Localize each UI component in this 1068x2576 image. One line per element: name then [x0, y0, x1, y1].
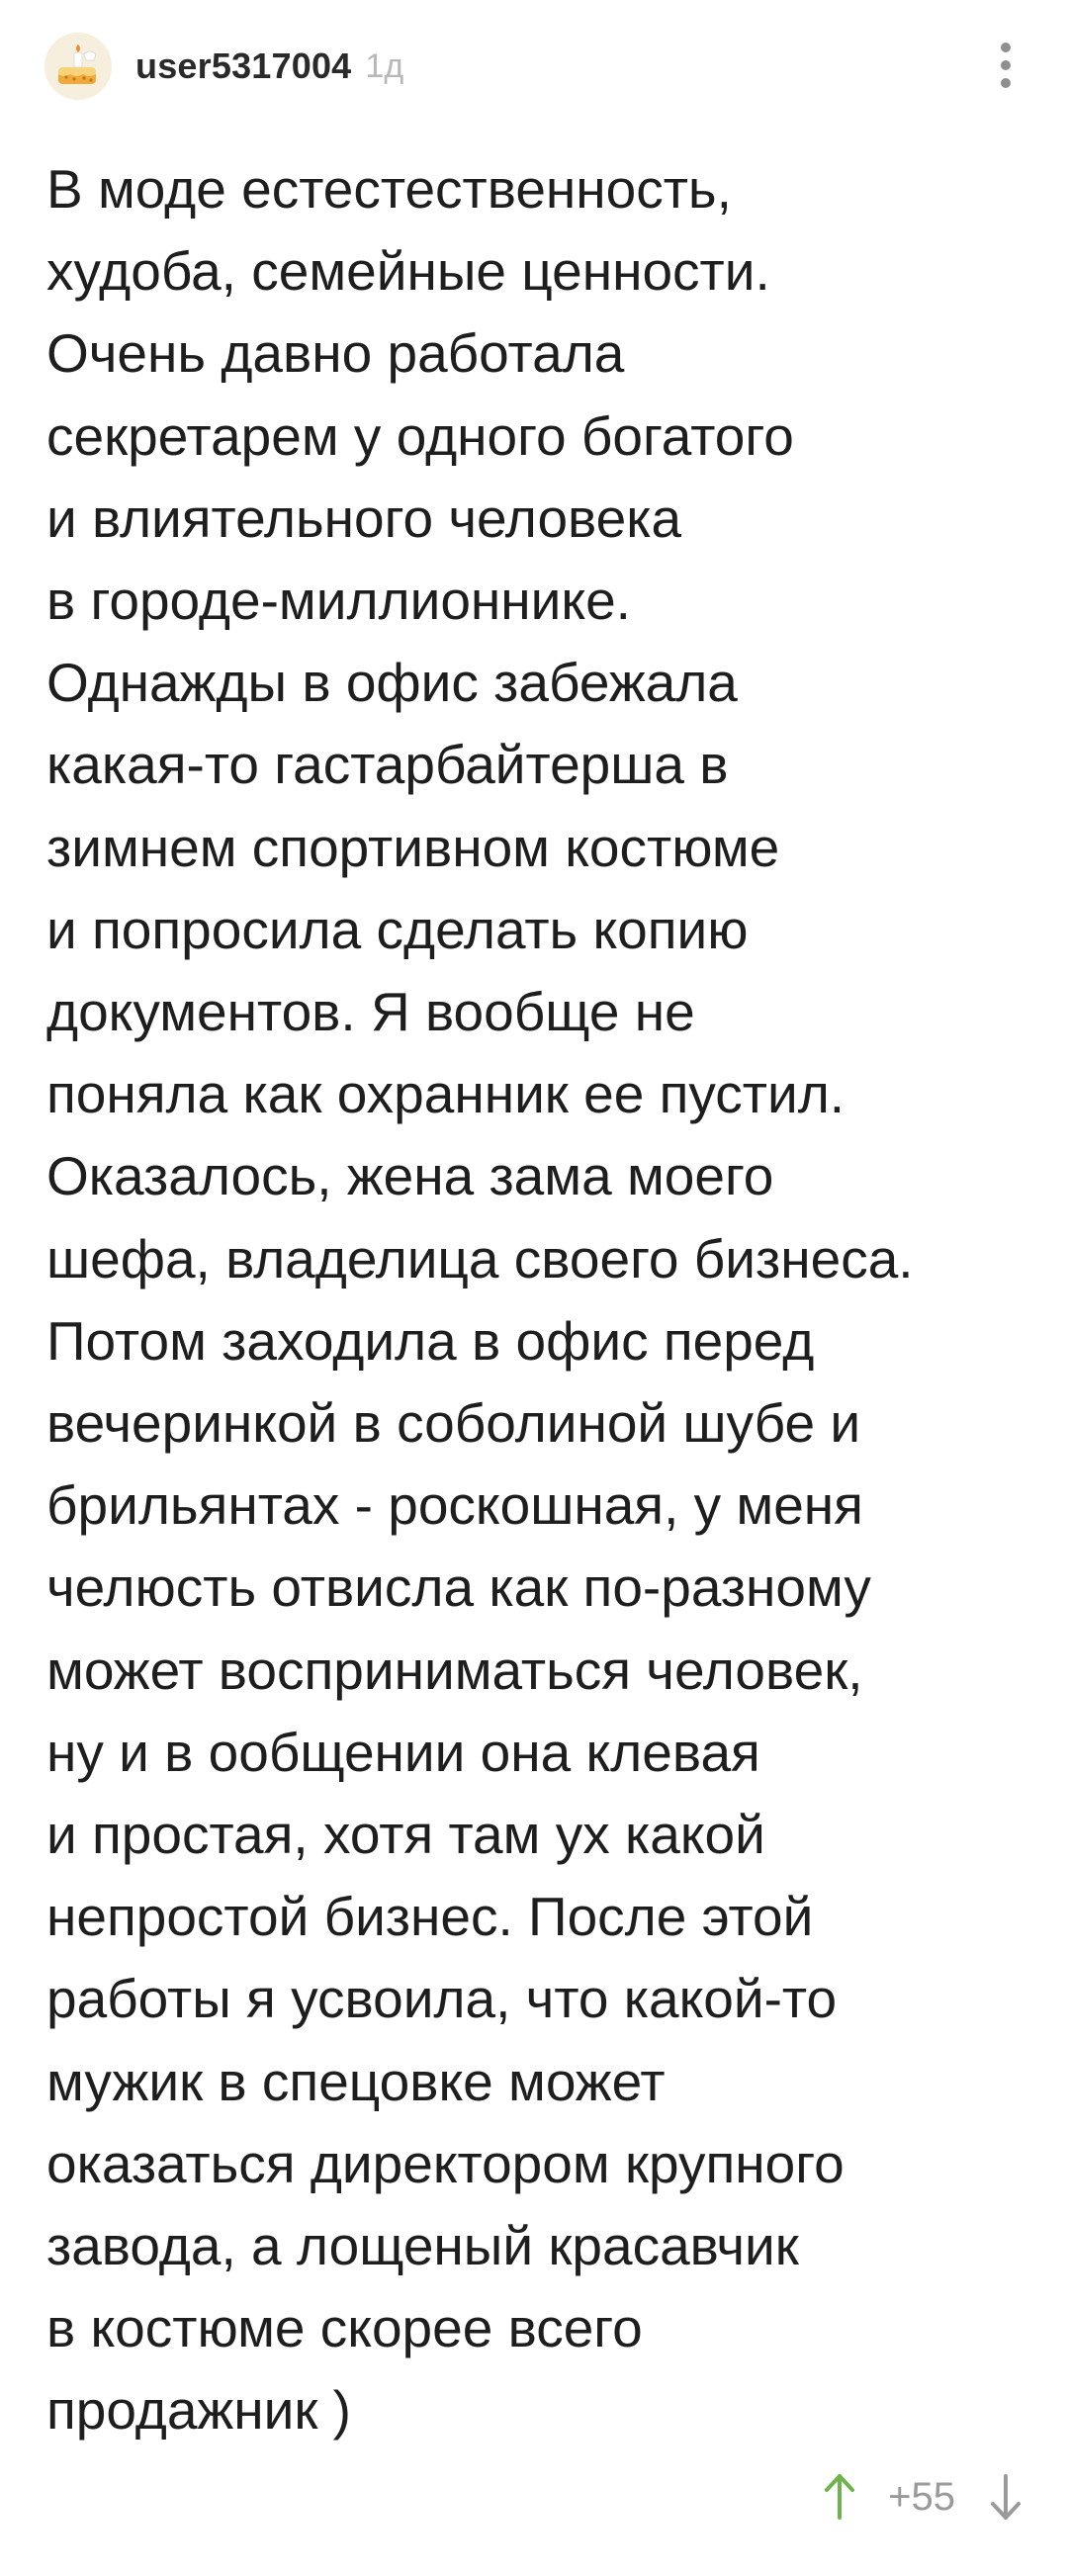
- comment-line: зимнем спортивном костюме: [46, 816, 780, 878]
- cake-avatar-icon[interactable]: [44, 33, 112, 100]
- comment-line: поняла как охранник ее пустил.: [46, 1063, 846, 1125]
- comment-line: мужик в спецовке может: [46, 2050, 666, 2112]
- arrow-down-icon[interactable]: [983, 2467, 1028, 2527]
- comment-line: Очень давно работала: [46, 322, 625, 385]
- more-vertical-icon[interactable]: [981, 36, 1030, 95]
- comment-line: шефа, владелица своего бизнеса.: [46, 1227, 914, 1289]
- comment-line: Однажды в офис забежала: [46, 652, 738, 714]
- menu-dot: [1001, 78, 1011, 88]
- comment-line: в городе-миллионнике.: [46, 570, 631, 632]
- comment-line: Оказалось, жена зама моего: [46, 1145, 774, 1207]
- comment-body: [46, 148, 1045, 2452]
- comment-line: какая-то гастарбайтерша в: [46, 734, 729, 796]
- comment-line: и простая, хотя там ух какой: [46, 1804, 765, 1866]
- menu-dot: [1001, 60, 1011, 70]
- comment-line: и попросила сделать копию: [46, 898, 749, 960]
- timestamp: 1д: [365, 46, 404, 85]
- comment-line: в костюме скорее всего: [46, 2297, 643, 2359]
- comment-line: может восприниматься человек,: [46, 1639, 863, 1701]
- comment-line: брильянтах - роскошная, у меня: [46, 1474, 863, 1537]
- comment-line: завода, а лощеный красавчик: [46, 2215, 799, 2277]
- username-link[interactable]: user5317004: [135, 45, 352, 86]
- menu-dot: [1001, 43, 1011, 52]
- comment-line: работы я усвоила, что какой-то: [46, 1968, 838, 2030]
- comment-line: вечеринкой в соболиной шубе и: [46, 1392, 861, 1455]
- comment-line: продажник ): [46, 2379, 351, 2442]
- comment-line: челюсть отвисла как по-разному: [46, 1556, 871, 1619]
- rating-value: +55: [888, 2474, 955, 2519]
- comment-line: и влиятельного человека: [46, 487, 682, 549]
- arrow-up-icon[interactable]: [817, 2467, 862, 2527]
- comment-line: худоба, семейные ценности.: [46, 240, 770, 303]
- comment-line: В моде естестественность,: [46, 158, 732, 220]
- comment-header: [44, 33, 403, 100]
- comment-line: непростой бизнес. После этой: [46, 1886, 814, 1948]
- rating-bar: [817, 2462, 1028, 2532]
- comment-line: оказаться директором крупного: [46, 2132, 845, 2194]
- comment-line: Потом заходила в офис перед: [46, 1309, 815, 1372]
- comment-line: секретарем у одного богатого: [46, 404, 794, 467]
- comment-line: документов. Я вообще не: [46, 981, 695, 1043]
- comment-line: ну и в ообщении она клевая: [46, 1721, 760, 1783]
